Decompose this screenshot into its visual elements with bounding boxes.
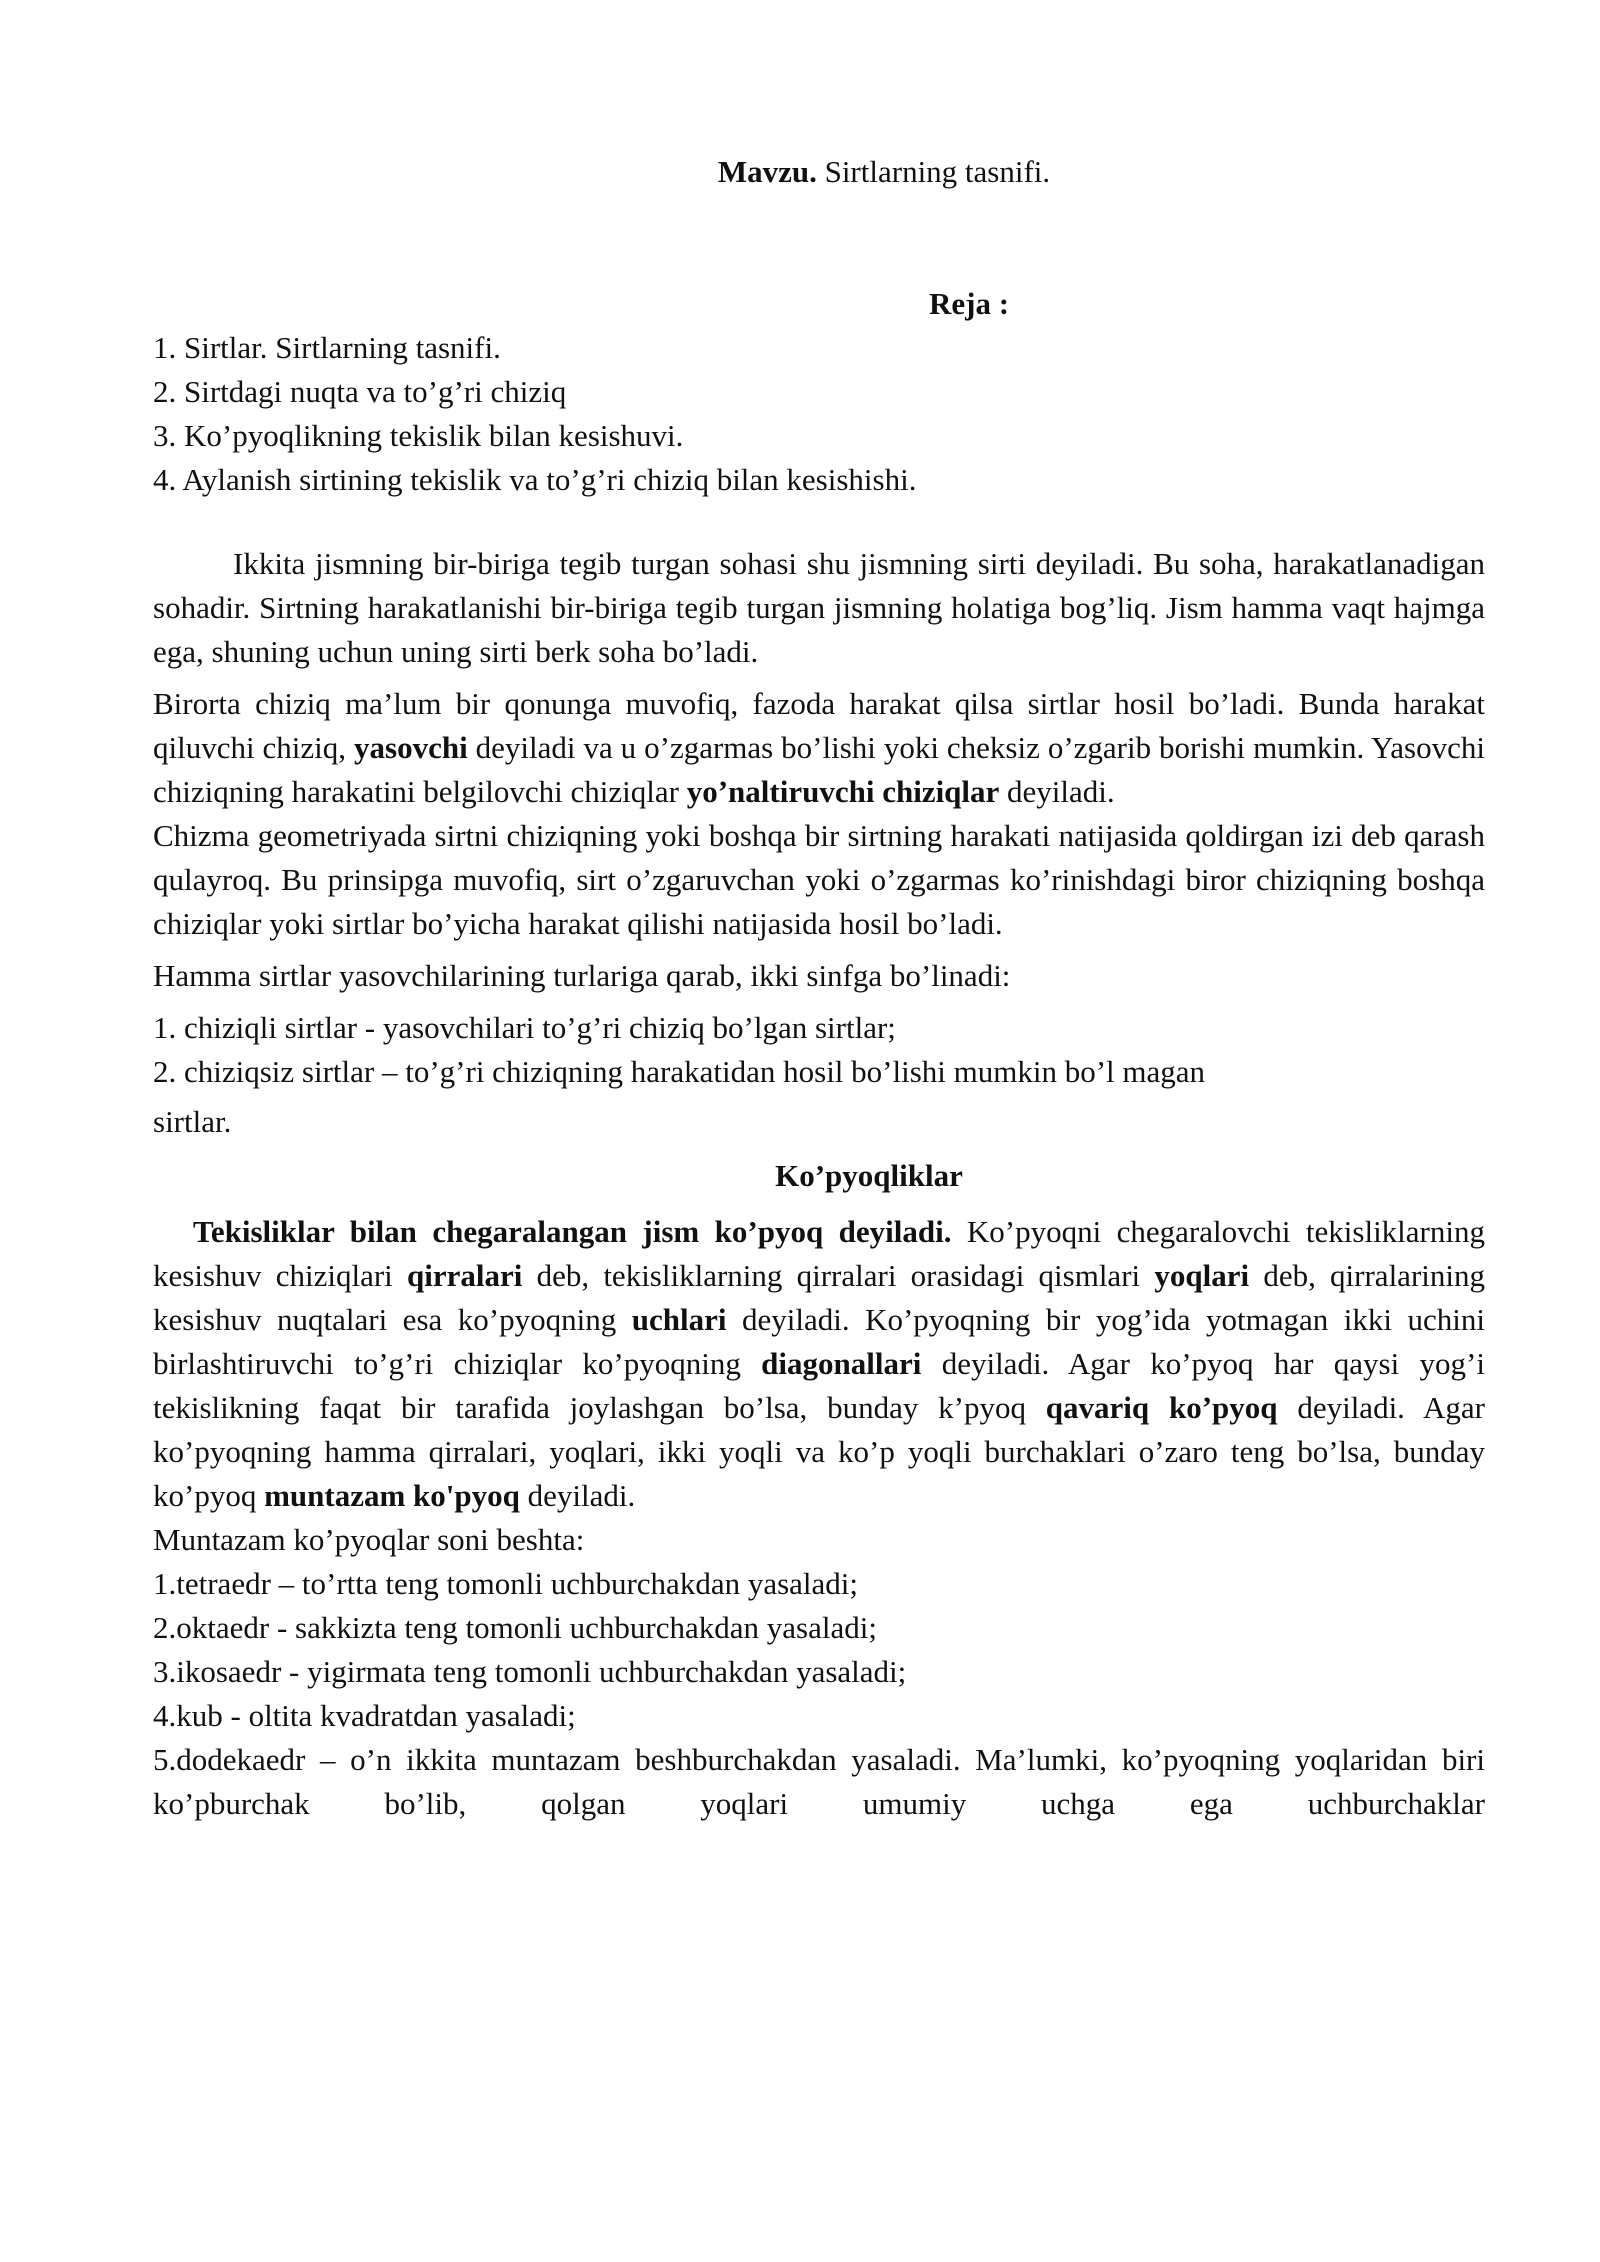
term-regular-polyhedron: muntazam ko'pyoq — [264, 1478, 520, 1513]
list-item: 3.ikosaedr - yigirmata teng tomonli uchburchakdan yasaladi; — [153, 1654, 907, 1689]
list-item: 4.kub - oltita kvadratdan yasaladi; — [153, 1698, 576, 1733]
text-run: Ko’pyoqni chegaralovchi tekisliklarning kesishuv chiziqlari — [153, 1214, 1485, 1293]
term-generator: yasovchi — [354, 730, 468, 765]
plan-heading: Reja : — [928, 286, 1010, 321]
term-vertices: uchlari — [631, 1302, 727, 1337]
paragraph-generation — [153, 682, 1485, 814]
title-text: Sirtlarning tasnifi. — [816, 154, 1051, 189]
paragraph-polyhedra — [153, 1210, 1485, 1518]
text-run: deb, qirralarining kesishuv nuqtalari esa ko’pyoqning — [153, 1258, 1485, 1337]
list-intro: Muntazam ko’pyoqlar soni beshta: — [153, 1522, 585, 1557]
list-item: 2.oktaedr - sakkizta teng tomonli uchburchakdan yasaladi; — [153, 1610, 877, 1645]
paragraph-intro: Ikkita jismning bir-biriga tegib turgan sohasi shu jismning sirti deyiladi. Bu soha, harakatlanadigan sohadir. Sirtning harakatlanishi bir-biriga tegib turgan jismning holatiga bog’liq. Jism hamma vaqt hajmga ega, shuning uchun uning sirti berk soha bo’ladi. — [153, 546, 1485, 669]
class-item: 1. chiziqli sirtlar - yasovchilari to’g’ri chiziq bo’lgan sirtlar; — [153, 1010, 896, 1045]
title-label: Mavzu. — [717, 154, 817, 189]
text-run: deyiladi. — [999, 774, 1115, 809]
section-title: Ko’pyoqliklar — [775, 1158, 963, 1193]
paragraph-descriptive-geometry: Chizma geometriyada sirtni chiziqning yoki boshqa bir sirtning harakati natijasida qoldirgan izi deb qarash qulayroq. Bu prinsipga muvofiq, sirt o’zgaruvchan yoki o’zgarmas ko’rinishdagi biror chiziqning boshqa chiziqlar yoki sirtlar bo’yicha harakat qilishi natijasida hosil bo’ladi. — [153, 818, 1485, 941]
plan-item: 3. Ko’pyoqlikning tekislik bilan kesishuvi. — [153, 418, 684, 453]
term-edges: qirralari — [407, 1258, 523, 1293]
text-run: deyiladi. — [519, 1478, 636, 1513]
classes-list — [153, 1006, 1485, 1144]
term-directrix: yoʼnaltiruvchi chiziqlar — [686, 774, 1000, 809]
regular-polyhedra-list — [153, 1518, 1485, 1826]
term-convex-polyhedron: qavariq koʼpyoq — [1045, 1390, 1278, 1425]
plan-item: 2. Sirtdagi nuqta va to’g’ri chiziq — [153, 374, 567, 409]
text-run: deyiladi va u o’zgarmas bo’lishi yoki cheksiz o’zgarib borishi mumkin. Yasovchi chiziqning harakatini belgilovchi chiziqlar — [153, 730, 1485, 809]
term-diagonals: diagonallari — [761, 1346, 922, 1381]
plan-list — [153, 326, 1485, 502]
term-polyhedron-definition: Tekisliklar bilan chegaralangan jism ko’pyoq deyiladi. — [193, 1214, 952, 1249]
class-item: sirtlar. — [153, 1104, 232, 1139]
text-run: deyiladi. Ko’pyoqning bir yog’ida yotmagan ikki uchini birlashtiruvchi to’g’ri chiziqlar ko’pyoqning — [153, 1302, 1485, 1381]
list-item: 1.tetraedr – to’rtta teng tomonli uchburchakdan yasaladi; — [153, 1566, 859, 1601]
text-run: deyiladi. Agar ko’pyoqning hamma qirralari, yoqlari, ikki yoqli va ko’p yoqli burchaklari o’zaro teng bo’lsa, bunday ko’pyoq — [153, 1390, 1485, 1513]
class-item: 2. chiziqsiz sirtlar – to’g’ri chiziqning harakatidan hosil bo’lishi mumkin bo’l magan — [153, 1054, 1206, 1089]
list-item: 5.dodekaedr – o’n ikkita muntazam beshburchakdan yasaladi. Ma’lumki, ko’pyoqning yoqlaridan biri ko’pburchak bo’lib, qolgan yoqlari umumiy uchga ega uchburchaklar — [153, 1742, 1485, 1821]
plan-item: 4. Aylanish sirtining tekislik va to’g’ri chiziq bilan kesishishi. — [153, 462, 917, 497]
text-run: Birorta chiziq ma’lum bir qonunga muvofiq, fazoda harakat qilsa sirtlar hosil bo’ladi. Bunda harakat qiluvchi chiziq, — [153, 686, 1485, 765]
text-run: deb, tekisliklarning qirralari orasidagi qismlari — [522, 1258, 1155, 1293]
document-page — [153, 150, 1485, 1826]
paragraph-classes-intro: Hamma sirtlar yasovchilarining turlariga qarab, ikki sinfga bo’linadi: — [153, 958, 1011, 993]
plan-item: 1. Sirtlar. Sirtlarning tasnifi. — [153, 330, 501, 365]
term-faces: yoqlari — [1154, 1258, 1250, 1293]
text-run: deyiladi. Agar ko’pyoq har qaysi yog’i tekislikning faqat bir tarafida joylashgan bo’lsa, bunday k’pyoq — [153, 1346, 1485, 1425]
document-title — [153, 150, 1485, 194]
